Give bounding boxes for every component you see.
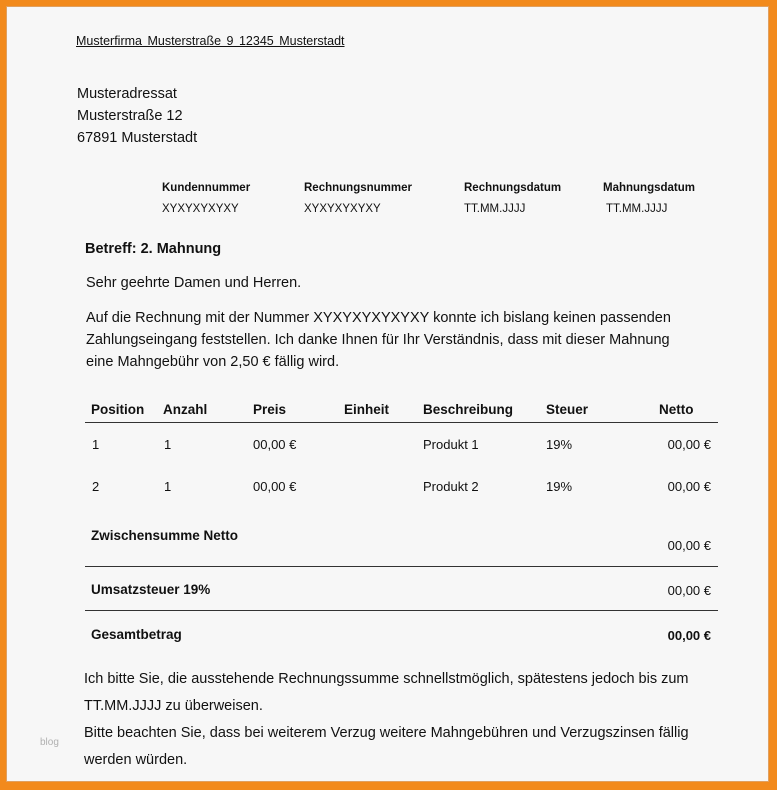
- subject-line: Betreff: 2. Mahnung: [85, 241, 222, 257]
- total-value: 00,00 €: [667, 628, 711, 643]
- meta-value-rechnungsdatum: TT.MM.JJJJ: [464, 203, 526, 215]
- cell-preis: 00,00 €: [253, 479, 297, 494]
- body-line-1: Auf die Rechnung mit der Nummer XYXYXYXYXYXY konnte ich bislang keinen passenden: [86, 310, 671, 326]
- total-label: Gesamtbetrag: [91, 627, 182, 642]
- meta-label-rechnungsdatum: Rechnungsdatum: [464, 182, 562, 194]
- meta-value-mahnungsdatum: TT.MM.JJJJ: [606, 203, 668, 215]
- cell-anzahl: 1: [164, 479, 172, 494]
- document-page: [6, 6, 769, 782]
- cell-position: 2: [92, 479, 100, 494]
- table-header-beschreibung: Beschreibung: [423, 402, 514, 417]
- table-header-steuer: Steuer: [546, 402, 589, 417]
- subtotal-value: 00,00 €: [667, 538, 711, 553]
- recipient-street: Musterstraße 12: [77, 108, 183, 124]
- sender-line: Musterfirma Musterstraße 9 12345 Musterstadt: [76, 34, 345, 48]
- table-header-anzahl: Anzahl: [163, 402, 208, 417]
- cell-anzahl: 1: [164, 437, 172, 452]
- tax-value: 00,00 €: [667, 583, 711, 598]
- closing-line-4: werden würden.: [84, 752, 188, 768]
- meta-value-kundennummer: XYXYXYXYXY: [162, 203, 239, 215]
- meta-value-rechnungsnummer: XYXYXYXYXY: [304, 203, 381, 215]
- table-header-position: Position: [91, 402, 145, 417]
- cell-position: 1: [92, 437, 100, 452]
- salutation: Sehr geehrte Damen und Herren.: [86, 275, 302, 291]
- watermark-text: blog: [40, 737, 59, 748]
- cell-beschreibung: Produkt 2: [423, 479, 479, 494]
- closing-line-2: TT.MM.JJJJ zu überweisen.: [84, 698, 263, 714]
- cell-beschreibung: Produkt 1: [423, 437, 479, 452]
- cell-preis: 00,00 €: [253, 437, 297, 452]
- closing-line-3: Bitte beachten Sie, dass bei weiterem Verzug weitere Mahngebühren und Verzugszinsen fällig: [84, 725, 689, 741]
- recipient-name: Musteradressat: [77, 86, 177, 102]
- table-header-preis: Preis: [253, 402, 287, 417]
- subtotal-label: Zwischensumme Netto: [91, 528, 239, 543]
- recipient-city: 67891 Musterstadt: [77, 130, 198, 146]
- cell-steuer: 19%: [546, 437, 573, 452]
- tax-label: Umsatzsteuer 19%: [91, 582, 211, 597]
- closing-line-1: Ich bitte Sie, die ausstehende Rechnungssumme schnellstmöglich, spätestens jedoch bis zum: [84, 671, 689, 687]
- body-line-3: eine Mahngebühr von 2,50 € fällig wird.: [86, 354, 340, 370]
- cell-netto: 00,00 €: [667, 437, 711, 452]
- subtotal-divider: [85, 566, 718, 567]
- cell-netto: 00,00 €: [667, 479, 711, 494]
- meta-label-kundennummer: Kundennummer: [162, 182, 251, 194]
- meta-label-mahnungsdatum: Mahnungsdatum: [603, 182, 695, 194]
- tax-divider: [85, 610, 718, 611]
- body-line-2: Zahlungseingang feststellen. Ich danke Ihnen für Ihr Verständnis, dass mit dieser Mahnung: [86, 332, 670, 348]
- table-header-einheit: Einheit: [344, 402, 390, 417]
- cell-steuer: 19%: [546, 479, 573, 494]
- table-header-divider: [85, 422, 718, 423]
- meta-label-rechnungsnummer: Rechnungsnummer: [304, 182, 412, 194]
- table-header-netto: Netto: [659, 402, 694, 417]
